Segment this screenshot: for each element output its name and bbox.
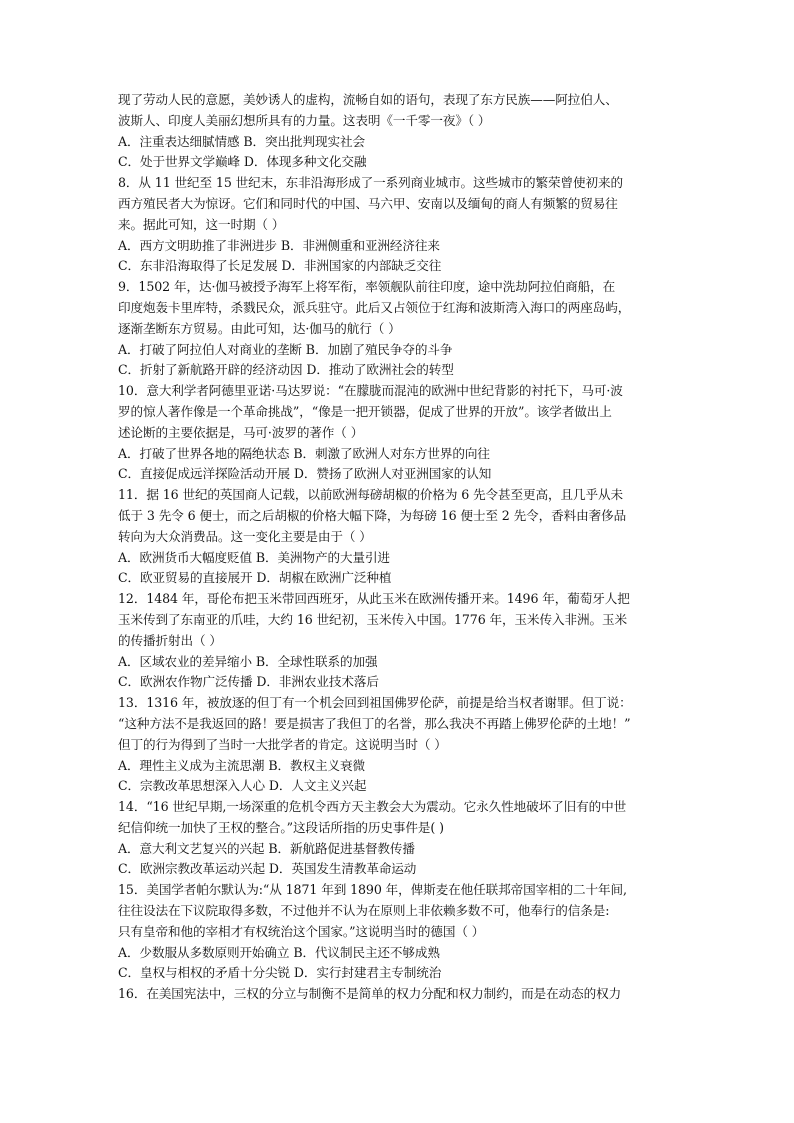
text-line: A．理性主义成为主流思潮 B．教权主义衰微 [118,757,365,773]
text-line: 逐渐垄断东方贸易。由此可知，达·伽马的航行（ ） [118,320,401,336]
text-line: 13．1316 年，被放逐的但丁有一个机会回到祖国佛罗伦萨，前提是给当权者谢罪。但丁说： [118,695,632,711]
text-line: A．少数服从多数原则开始确立 B．代议制民主还不够成熟 [118,944,440,960]
text-line: 16．在美国宪法中，三权的分立与制衡不是简单的权力分配和权力制约，而是在动态的权力 [118,986,622,1002]
text-line: 纪信仰统一加快了王权的整合。”这段话所指的历史事件是( ) [118,819,444,835]
text-line: A．打破了世界各地的隔绝状态 B．刺激了欧洲人对东方世界的向往 [118,445,490,461]
text-line: 9．1502 年，达·伽马被授予海军上将军衔，率领舰队前往印度，途中洗劫阿拉伯商船，在 [118,279,616,295]
text-line: A．欧洲货币大幅度贬值 B．美洲物产的大量引进 [118,549,390,565]
text-line: 来。据此可知，这一时期（ ） [118,216,285,232]
text-line: C．欧洲宗教改革运动兴起 D．英国发生清教革命运动 [118,861,417,877]
text-line: C．处于世界文学巅峰 D．体现多种文化交融 [118,154,367,170]
text-line: 现了劳动人民的意愿，美妙诱人的虚构，流畅自如的语句，表现了东方民族——阿拉伯人、 [118,92,618,107]
text-line: 14．“16 世纪早期,一场深重的危机令西方天主教会大为震动。它永久性地破坏了旧有的中世 [118,799,627,815]
text-line: 波斯人、印度人美丽幻想所具有的力量。这表明《一千零一夜》（ ） [118,112,491,128]
text-line: 8．从 11 世纪至 15 世纪末，东非沿海形成了一系列商业城市。这些城市的繁荣曾使初来的 [118,175,623,191]
text-line: A．注重表达细腻情感 B．突出批判现实社会 [118,133,365,149]
text-line: 述论断的主要依据是，马可·波罗的著作（ ） [118,424,364,440]
text-line: 西方殖民者大为惊讶。它们和同时代的中国、马六甲、安南以及缅甸的商人有频繁的贸易往 [118,195,618,211]
text-line: 只有皇帝和他的宰相才有权统治这个国家。”这说明当时的德国（ ） [118,923,485,939]
text-line: 罗的惊人著作像是一个革命挑战”，“像是一把开锁器，促成了世界的开放”。该学者做出上 [118,403,612,419]
text-line: 15．美国学者帕尔默认为:“从 1871 年到 1890 年，俾斯麦在他任联邦帝国宰相的二十年间, [118,882,627,898]
text-line: C．皇权与相权的矛盾十分尖锐 D．实行封建君主专制统治 [118,965,442,981]
text-line: A．区域农业的差异缩小 B．全球性联系的加强 [118,653,378,669]
text-line: 的传播折射出（ ） [118,632,222,648]
text-line: A．意大利文艺复兴的兴起 B．新航路促进基督教传播 [118,840,415,856]
text-line: C．欧洲农作物广泛传播 D．非洲农业技术落后 [118,674,379,690]
text-line: C．欧亚贸易的直接展开 D．胡椒在欧洲广泛种植 [118,570,392,586]
text-line: 12．1484 年，哥伦布把玉米带回西班牙，从此玉米在欧洲传播开来。1496 年，葡萄牙人把 [118,591,630,607]
text-line: 玉米传到了东南亚的爪哇，大约 16 世纪初，玉米传入中国。1776 年，玉米传入非洲。玉米 [118,611,627,627]
text-line: 低于 3 先令 6 便士，而之后胡椒的价格大幅下降，为每磅 16 便士至 2 先令，香料由奢侈品 [118,507,627,523]
document-text [118,90,680,1005]
text-line: 但丁的行为得到了当时一大批学者的肯定。这说明当时（ ） [118,736,447,752]
text-line: C．东非沿海取得了长足发展 D．非洲国家的内部缺乏交往 [118,258,442,274]
text-line: A．打破了阿拉伯人对商业的垄断 B．加剧了殖民争夺的斗争 [118,341,453,357]
text-line: “这种方法不是我返回的路！要是损害了我但丁的名誉，那么我决不再踏上佛罗伦萨的土地！” [118,715,631,731]
text-line: 印度炮轰卡里库特，杀戮民众，派兵驻守。此后又占领位于红海和波斯湾入海口的两座岛屿， [118,299,631,315]
text-line: 往往设法在下议院取得多数，不过他并不认为在原则上非依赖多数不可，他奉行的信条是: [118,903,610,919]
text-line: 11．据 16 世纪的英国商人记载，以前欧洲每磅胡椒的价格为 6 先令甚至更高，且几乎从未 [118,487,623,503]
text-line: 转向为大众消费品。这一变化主要是由于（ ） [118,528,372,544]
text-line: A．西方文明助推了非洲进步 B．非洲侧重和亚洲经济往来 [118,237,440,253]
text-line: C．宗教改革思想深入人心 D．人文主义兴起 [118,778,367,794]
text-line: C．直接促成远洋探险活动开展 D．赞扬了欧洲人对亚洲国家的认知 [118,466,492,482]
text-line: 10．意大利学者阿德里亚诺·马达罗说：“在朦胧而混沌的欧洲中世纪背影的衬托下，马可·波 [118,383,623,399]
text-line: C．折射了新航路开辟的经济动因 D．推动了欧洲社会的转型 [118,362,454,378]
